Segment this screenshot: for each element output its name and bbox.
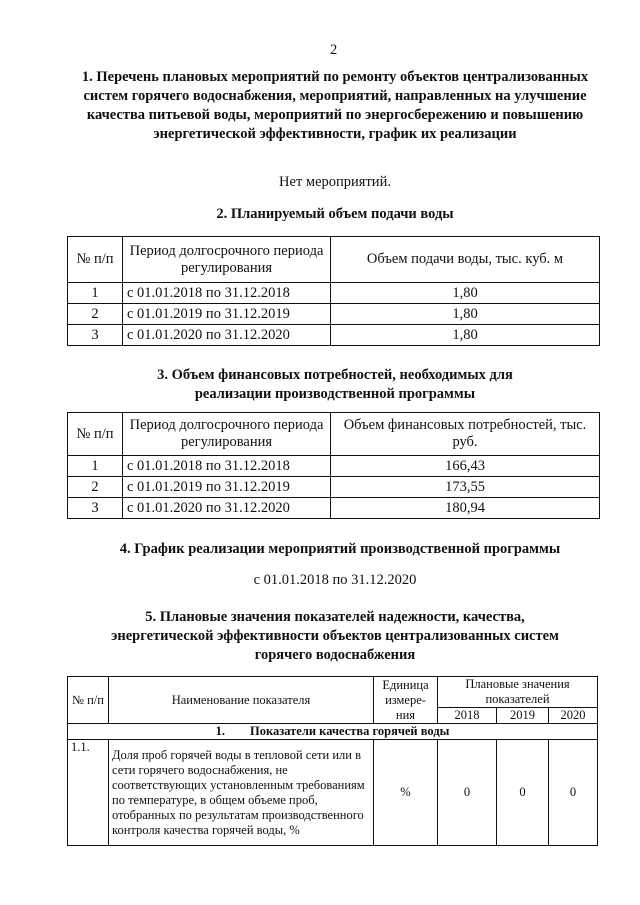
section4-title: 4. График реализации мероприятий производственной программы [119,541,561,557]
header-volume: Объем подачи воды, тыс. куб. м [331,237,600,283]
cell-period: с 01.01.2019 по 31.12.2019 [123,304,331,325]
cell-period: с 01.01.2020 по 31.12.2020 [123,498,331,519]
header-year: 2020 [549,708,598,724]
table-row [68,283,600,304]
cell-value: 0 [438,740,497,846]
table-row [68,456,600,477]
header-period: Период долгосрочного периода регулирования [123,413,331,456]
cell-value: 0 [497,740,549,846]
header-num: № п/п [68,237,123,283]
table-row [68,304,600,325]
section1-text: Нет мероприятий. [279,174,391,190]
cell-num: 1 [68,456,123,477]
financial-needs-table [67,412,600,519]
section2-title: 2. Планируемый объем подачи воды [216,206,454,222]
water-supply-table [67,236,600,346]
cell-unit: % [374,740,438,846]
cell-period: с 01.01.2018 по 31.12.2018 [123,283,331,304]
cell-value: 1,80 [331,304,600,325]
header-num: № п/п [68,413,123,456]
cell-num: 1 [68,283,123,304]
indicators-table [67,676,598,846]
table-row [68,477,600,498]
table-row [68,325,600,346]
group-row [68,724,598,740]
cell-name: Доля проб горячей воды в тепловой сети или в сети горячего водоснабжения, не соответствующих установленным требованиям по температуре, в общем объеме проб, отобранных по результатам производственного контроля качества горячей воды, % [109,740,374,846]
page-number: 2 [330,42,338,58]
section4-text: с 01.01.2018 по 31.12.2020 [253,572,417,588]
cell-value: 166,43 [331,456,600,477]
header-period: Период долгосрочного периода регулирования [123,237,331,283]
section3-title: 3. Объем финансовых потребностей, необходимых для реализации производственной программы [157,367,513,402]
header-num: № п/п [68,677,109,724]
cell-num: 2 [68,304,123,325]
group-title: Показатели качества горячей воды [249,724,450,738]
header-year: 2018 [438,708,497,724]
cell-period: с 01.01.2020 по 31.12.2020 [123,325,331,346]
cell-num: 1.1. [68,740,109,846]
cell-period: с 01.01.2018 по 31.12.2018 [123,456,331,477]
cell-period: с 01.01.2019 по 31.12.2019 [123,477,331,498]
header-planned: Плановые значения показателей [438,677,598,708]
cell-num: 3 [68,325,123,346]
cell-value: 173,55 [331,477,600,498]
header-name: Наименование показателя [109,677,374,724]
cell-value: 180,94 [331,498,600,519]
table-row [68,498,600,519]
header-year: 2019 [497,708,549,724]
cell-value: 1,80 [331,325,600,346]
section1-title: 1. Перечень плановых мероприятий по ремонту объектов централизованных систем горячего водоснабжения, мероприятий, направленных на улучшение качества питьевой воды, мероприятий по энергосбережению и повышению энергетической эффективности, график их реализации [81,69,589,142]
cell-num: 2 [68,477,123,498]
header-finance: Объем финансовых потребностей, тыс. руб. [331,413,600,456]
cell-value: 1,80 [331,283,600,304]
cell-num: 3 [68,498,123,519]
group-num: 1. [215,724,225,738]
section5-title: 5. Плановые значения показателей надежности, качества, энергетической эффективности объектов централизованных систем горячего водоснабжения [111,609,559,663]
table-row [68,740,598,846]
cell-value: 0 [549,740,598,846]
header-unit: Единица измере-ния [374,677,438,724]
